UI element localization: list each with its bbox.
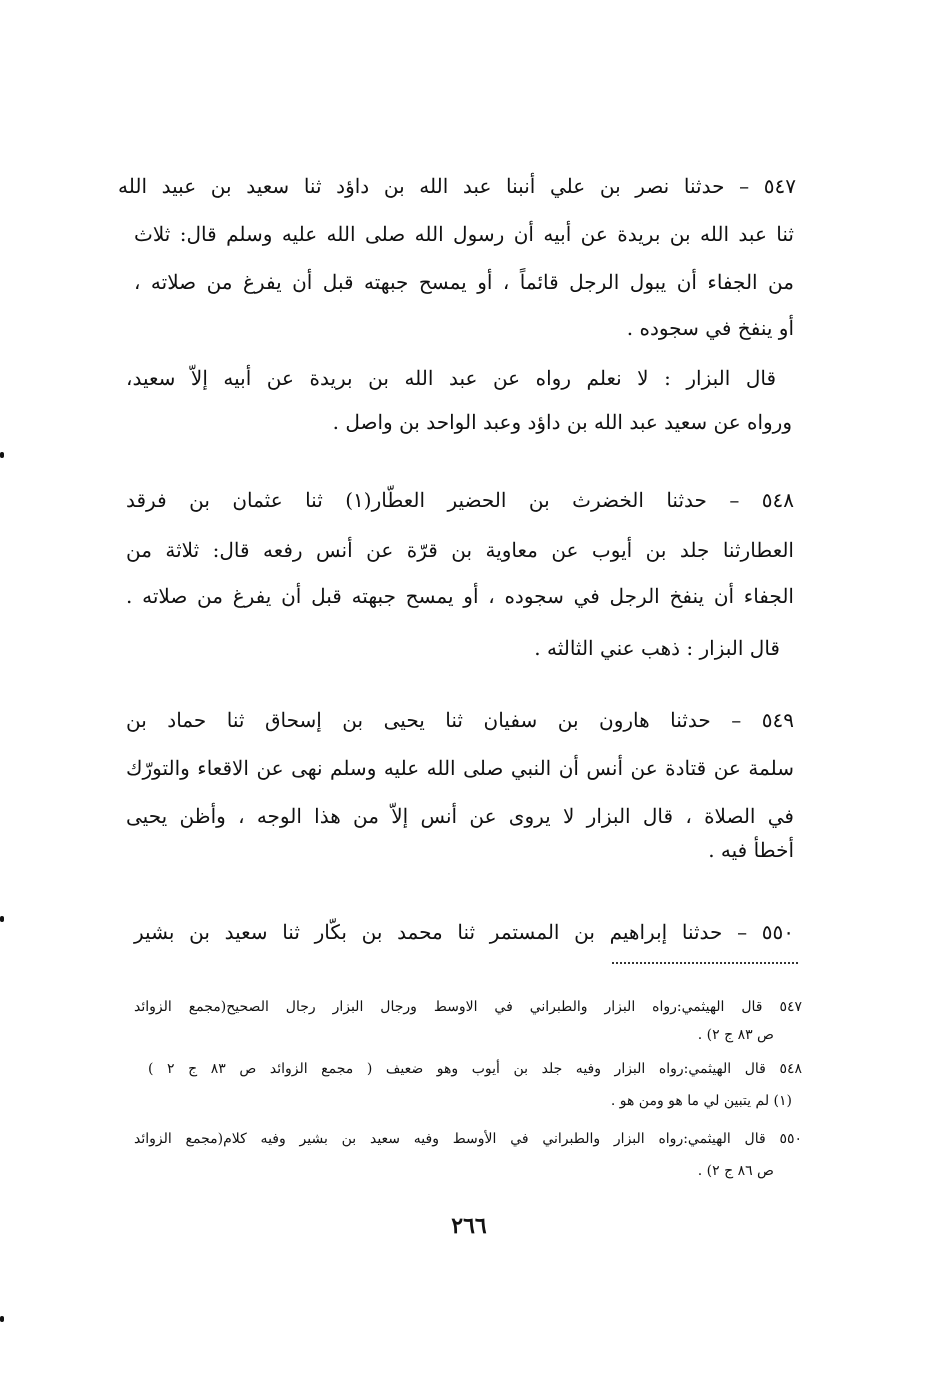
footnote-548-line-2: (١) لم يتبين لي ما هو ومن هو . xyxy=(610,1093,792,1109)
footnote-548-line-1: ٥٤٨ قال الهيثمي:رواه البزار وفيه جلد بن أيوب وهو ضعيف ( مجمع الزوائد ص ٨٣ ج ٢ ) xyxy=(148,1061,802,1077)
hadith-548-line-3: الجفاء أن ينفخ الرجل في سجوده ، أو يمسح جبهته قبل أن يفرغ من صلاته . xyxy=(126,584,794,608)
scan-mark xyxy=(0,452,4,458)
footnote-547-line-1: ٥٤٧ قال الهيثمي:رواه البزار والطبراني في الاوسط ورجال البزار رجال الصحيح(مجمع الزوائد xyxy=(134,999,802,1015)
hadith-549-line-4: أخطأ فيه . xyxy=(708,838,794,862)
hadith-548-line-1: ٥٤٨ – حدثنا الخضرث بن الحضير العطّار(١) ثنا عثمان بن فرقد xyxy=(126,488,795,512)
page-number: ٢٦٦ xyxy=(451,1213,487,1239)
hadith-547-line-2: ثنا عبد الله بن بريدة عن أبيه أن رسول الله صلى الله عليه وسلم قال: ثلاث xyxy=(134,222,794,246)
hadith-549-line-3: في الصلاة ، قال البزار لا يروى عن أنس إلاّ من هذا الوجه ، وأظن يحيى xyxy=(126,804,794,828)
scan-mark xyxy=(0,1316,4,1322)
bazzar-note-548: قال البزار : ذهب عني الثالثه . xyxy=(534,636,780,660)
scan-mark xyxy=(0,916,4,922)
hadith-547-line-1: ٥٤٧ – حدثنا نصر بن علي أنبنا عبد الله بن داؤد ثنا سعيد بن عبيد الله xyxy=(118,174,796,198)
hadith-547-line-3: من الجفاء أن يبول الرجل قائماً ، أو يمسح جبهته قبل أن يفرغ من صلاته ، xyxy=(134,270,794,294)
hadith-549-line-2: سلمة عن قتادة عن أنس أن النبي صلى الله عليه وسلم نهى عن الاقعاء والتورّك xyxy=(126,756,794,780)
footnote-547-line-2: ص ٨٣ ج ٢) . xyxy=(697,1027,774,1043)
footnote-550-line-2: ص ٨٦ ج ٢) . xyxy=(697,1163,774,1179)
hadith-548-line-2: العطارثنا جلد بن أيوب عن معاوية بن قرّة عن أنس رفعه قال: ثلاثة من xyxy=(126,538,794,562)
footnote-separator xyxy=(612,962,798,964)
hadith-549-line-1: ٥٤٩ – حدثنا هارون بن سفيان ثنا يحيى بن إسحاق ثنا حماد بن xyxy=(126,708,794,732)
bazzar-note-547-line-2: ورواه عن سعيد عبد الله بن داؤد وعبد الواحد بن واصل . xyxy=(332,410,792,434)
bazzar-note-547-line-1: قال البزار : لا نعلم رواه عن عبد الله بن بريدة عن أبيه إلاّ سعيد، xyxy=(126,366,776,390)
footnote-550-line-1: ٥٥٠ قال الهيثمي:رواه البزار والطبراني في الأوسط وفيه سعيد بن بشير وفيه كلام(مجمع الزوائد xyxy=(134,1131,802,1147)
hadith-547-line-4: أو ينفخ في سجوده . xyxy=(626,316,794,340)
hadith-550-line-1: ٥٥٠ – حدثنا إبراهيم بن المستمر ثنا محمد بن بكّار ثنا سعيد بن بشير xyxy=(134,920,794,944)
